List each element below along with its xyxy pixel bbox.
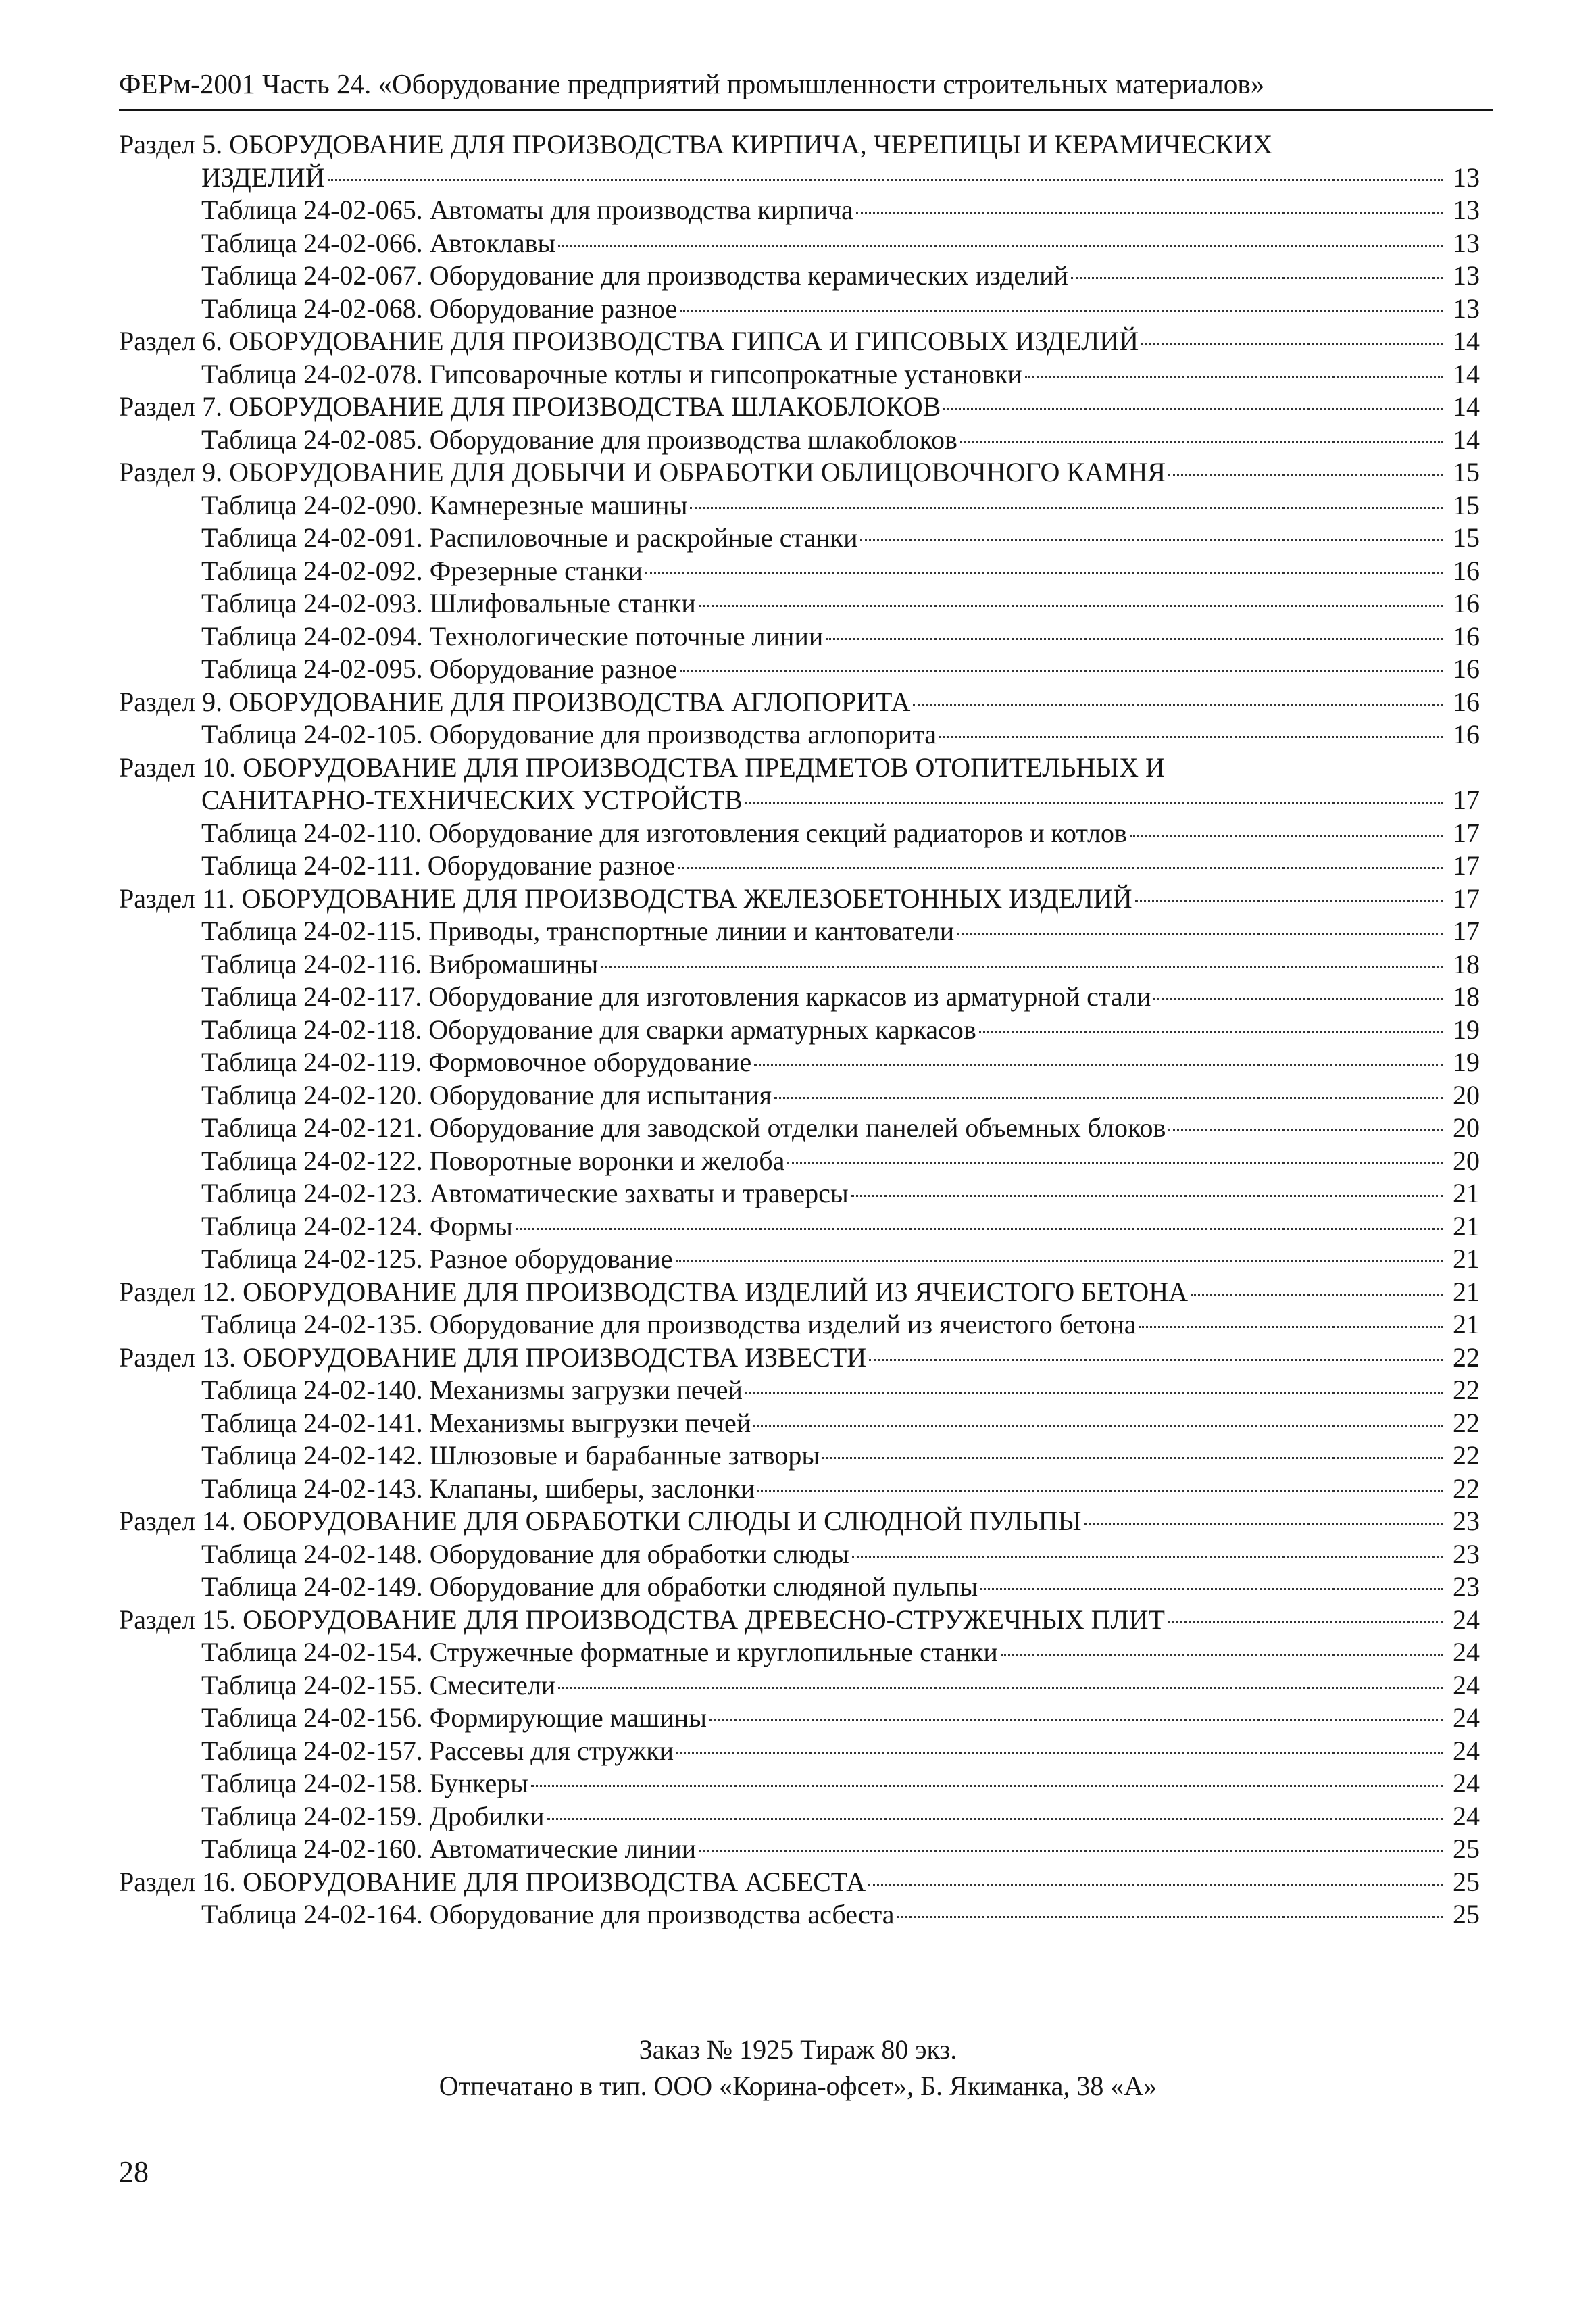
toc-page-number: 15 xyxy=(1453,522,1480,553)
toc-entry-row xyxy=(201,1407,1480,1440)
toc-entry-title: Раздел 15. ОБОРУДОВАНИЕ ДЛЯ ПРОИЗВОДСТВА ДРЕВЕСНО-СТРУЖЕЧНЫХ ПЛИТ xyxy=(119,1604,1165,1635)
toc-entry-row xyxy=(201,522,1480,555)
toc-entry-title: Таблица 24-02-149. Оборудование для обработки слюдяной пульпы xyxy=(201,1571,978,1602)
toc-table-entry xyxy=(119,653,1480,686)
toc-page-number: 24 xyxy=(1453,1800,1480,1831)
toc-entry-row xyxy=(201,948,1480,981)
dot-leader xyxy=(516,1228,1443,1230)
toc-entry-row xyxy=(201,1308,1480,1341)
toc-page-number: 16 xyxy=(1453,555,1480,586)
dot-leader xyxy=(1191,1294,1443,1296)
dot-leader xyxy=(774,1097,1443,1099)
toc-entry-title: Таблица 24-02-105. Оборудование для производства аглопорита xyxy=(201,719,937,749)
toc-entry-row xyxy=(201,1112,1480,1145)
running-header: ФЕРм-2001 Часть 24. «Оборудование предприятий промышленности строительных материалов» xyxy=(119,68,1265,99)
dot-leader xyxy=(856,212,1443,214)
toc-entry-title: Таблица 24-02-157. Рассевы для стружки xyxy=(201,1735,674,1766)
toc-entry-title: Таблица 24-02-159. Дробилки xyxy=(201,1800,545,1831)
toc-table-entry xyxy=(119,522,1480,555)
toc-entry-title-line: Раздел 10. ОБОРУДОВАНИЕ ДЛЯ ПРОИЗВОДСТВА ПРЕДМЕТОВ ОТОПИТЕЛЬНЫХ И xyxy=(119,752,1165,783)
toc-entry-title: САНИТАРНО-ТЕХНИЧЕСКИХ УСТРОЙСТВ xyxy=(201,785,743,815)
dot-leader xyxy=(645,572,1443,574)
toc-entry-row xyxy=(119,391,1480,424)
toc-page-number: 20 xyxy=(1453,1145,1480,1176)
toc-entry-title: Таблица 24-02-115. Приводы, транспортные линии и кантователи xyxy=(201,916,955,946)
toc-entry-row xyxy=(201,1735,1480,1768)
toc-entry-row xyxy=(201,1538,1480,1571)
toc-entry-row xyxy=(201,1767,1480,1800)
toc-page-number: 19 xyxy=(1453,1047,1480,1077)
toc-table-entry xyxy=(119,1473,1480,1506)
toc-entry-row xyxy=(119,325,1480,358)
toc-table-entry xyxy=(119,1702,1480,1735)
toc-section-entry xyxy=(119,1866,1480,1899)
toc-page-number: 13 xyxy=(1453,227,1480,258)
toc-entry-title: Таблица 24-02-158. Бункеры xyxy=(201,1768,529,1798)
toc-entry-row xyxy=(119,784,1480,817)
toc-entry-title: ИЗДЕЛИЙ xyxy=(201,162,325,193)
dot-leader xyxy=(960,441,1443,443)
toc-page-number: 16 xyxy=(1453,719,1480,749)
toc-page-number: 17 xyxy=(1453,817,1480,848)
toc-page-number: 25 xyxy=(1453,1899,1480,1929)
toc-entry-row xyxy=(201,227,1480,260)
header-rule xyxy=(119,109,1493,111)
toc-entry-title: Таблица 24-02-093. Шлифовальные станки xyxy=(201,588,696,618)
toc-entry-row xyxy=(201,1898,1480,1931)
toc-table-entry xyxy=(119,1833,1480,1866)
toc-section-entry xyxy=(119,686,1480,719)
toc-page-number: 21 xyxy=(1453,1244,1480,1274)
toc-table-entry xyxy=(119,1308,1480,1341)
toc-entry-title: Раздел 11. ОБОРУДОВАНИЕ ДЛЯ ПРОИЗВОДСТВА ЖЕЛЕЗОБЕТОННЫХ ИЗДЕЛИЙ xyxy=(119,883,1132,914)
dot-leader xyxy=(1135,900,1443,902)
toc-page-number: 16 xyxy=(1453,686,1480,717)
toc-page-number: 23 xyxy=(1453,1506,1480,1536)
toc-entry-row xyxy=(201,489,1480,522)
toc-table-entry xyxy=(119,718,1480,752)
toc-page-number: 22 xyxy=(1453,1341,1480,1373)
toc-page-number: 17 xyxy=(1453,883,1480,914)
toc-entry-row xyxy=(201,1800,1480,1833)
toc-page-number: 25 xyxy=(1453,1833,1480,1864)
footer-printer-line: Отпечатано в тип. ООО «Корина-офсет», Б. Якиманка, 38 «А» xyxy=(439,2071,1157,2101)
dot-leader xyxy=(680,670,1443,672)
toc-entry-row xyxy=(201,1636,1480,1669)
toc-page-number: 13 xyxy=(1453,195,1480,225)
toc-entry-title: Таблица 24-02-148. Оборудование для обработки слюды xyxy=(201,1538,849,1569)
toc-table-entry xyxy=(119,1538,1480,1571)
dot-leader xyxy=(1168,1621,1443,1623)
toc-page-number: 14 xyxy=(1453,391,1480,422)
toc-page-number: 24 xyxy=(1453,1669,1480,1700)
dot-leader xyxy=(709,1719,1443,1721)
toc-entry-row xyxy=(119,1341,1480,1375)
toc-page-number: 24 xyxy=(1453,1768,1480,1798)
toc-entry-title: Таблица 24-02-120. Оборудование для испытания xyxy=(201,1079,772,1110)
toc-table-entry xyxy=(119,1898,1480,1931)
toc-entry-row xyxy=(201,850,1480,883)
toc-page-number: 15 xyxy=(1453,489,1480,520)
toc-entry-row xyxy=(119,883,1480,916)
dot-leader xyxy=(745,802,1443,804)
toc-page-number: 21 xyxy=(1453,1309,1480,1339)
dot-leader xyxy=(1001,1654,1443,1656)
toc-page-number: 19 xyxy=(1453,1014,1480,1045)
toc-table-entry xyxy=(119,489,1480,522)
dot-leader xyxy=(1168,474,1443,476)
toc-entry-title: Таблица 24-02-154. Стружечные форматные и круглопильные станки xyxy=(201,1637,998,1667)
toc-entry-row xyxy=(201,1833,1480,1866)
toc-page-number: 20 xyxy=(1453,1079,1480,1110)
dot-leader xyxy=(558,245,1443,247)
toc-page-number: 24 xyxy=(1453,1702,1480,1733)
toc-page-number: 17 xyxy=(1453,785,1480,815)
toc-page-number: 13 xyxy=(1453,260,1480,291)
toc-entry-title: Таблица 24-02-066. Автоклавы xyxy=(201,227,556,258)
toc-entry-row xyxy=(201,1210,1480,1244)
dot-leader xyxy=(754,1064,1443,1066)
toc-entry-title: Таблица 24-02-124. Формы xyxy=(201,1210,513,1241)
toc-table-entry xyxy=(119,1767,1480,1800)
toc-page-number: 24 xyxy=(1453,1604,1480,1635)
dot-leader xyxy=(678,867,1443,869)
dot-leader xyxy=(980,1588,1443,1590)
toc-section-entry xyxy=(119,325,1480,358)
toc-entry-row xyxy=(201,1145,1480,1178)
toc-entry-title: Таблица 24-02-122. Поворотные воронки и желоба xyxy=(201,1145,785,1176)
toc-entry-title: Таблица 24-02-065. Автоматы для производства кирпича xyxy=(201,195,853,225)
toc-page-number: 17 xyxy=(1453,850,1480,881)
toc-page-number: 20 xyxy=(1453,1112,1480,1143)
toc-table-entry xyxy=(119,948,1480,981)
toc-entry-row xyxy=(201,260,1480,293)
toc-table-entry xyxy=(119,1439,1480,1473)
toc-entry-title: Таблица 24-02-119. Формовочное оборудование xyxy=(201,1047,752,1077)
toc-entry-row xyxy=(119,1866,1480,1899)
toc-section-entry xyxy=(119,391,1480,424)
toc-page-number: 22 xyxy=(1453,1473,1480,1504)
dot-leader xyxy=(957,933,1443,935)
toc-entry-title: Таблица 24-02-111. Оборудование разное xyxy=(201,850,676,881)
toc-page-number: 16 xyxy=(1453,654,1480,684)
dot-leader xyxy=(939,736,1443,738)
dot-leader xyxy=(699,605,1443,607)
dot-leader xyxy=(558,1687,1443,1689)
toc-entry-row xyxy=(201,293,1480,326)
toc-entry-title: Таблица 24-02-141. Механизмы выгрузки печей xyxy=(201,1407,751,1438)
toc-entry-title: Таблица 24-02-125. Разное оборудование xyxy=(201,1244,673,1274)
toc-section-entry xyxy=(119,1341,1480,1375)
toc-entry-row xyxy=(201,1702,1480,1735)
toc-table-entry xyxy=(119,260,1480,293)
toc-entry-row xyxy=(119,1505,1480,1538)
toc-entry-title: Таблица 24-02-067. Оборудование для производства керамических изделий xyxy=(201,260,1068,291)
toc-entry-row xyxy=(201,620,1480,654)
dot-leader xyxy=(1130,835,1443,837)
toc-entry-row xyxy=(201,653,1480,686)
table-of-contents xyxy=(119,128,1480,1931)
dot-leader xyxy=(1139,1326,1443,1328)
toc-page-number: 22 xyxy=(1453,1440,1480,1471)
toc-page-number: 22 xyxy=(1453,1375,1480,1405)
toc-entry-title: Таблица 24-02-121. Оборудование для заводской отделки панелей объемных блоков xyxy=(201,1112,1166,1143)
dot-leader xyxy=(745,1392,1443,1394)
toc-table-entry xyxy=(119,817,1480,850)
toc-entry-title: Таблица 24-02-110. Оборудование для изготовления секций радиаторов и котлов xyxy=(201,817,1127,848)
toc-entry-title: Раздел 9. ОБОРУДОВАНИЕ ДЛЯ ПРОИЗВОДСТВА АГЛОПОРИТА xyxy=(119,686,911,717)
toc-entry-row xyxy=(201,915,1480,948)
toc-entry-row xyxy=(201,1177,1480,1210)
toc-entry-title: Таблица 24-02-095. Оборудование разное xyxy=(201,654,678,684)
dot-leader xyxy=(1141,343,1443,345)
toc-entry-title: Таблица 24-02-091. Распиловочные и раскройные станки xyxy=(201,522,858,553)
toc-entry-title: Таблица 24-02-160. Автоматические линии xyxy=(201,1833,697,1864)
dot-leader xyxy=(868,1884,1443,1886)
dot-leader xyxy=(787,1162,1443,1164)
dot-leader xyxy=(869,1359,1443,1361)
toc-table-entry xyxy=(119,1046,1480,1079)
dot-leader xyxy=(676,1260,1444,1262)
dot-leader xyxy=(943,408,1443,410)
toc-entry-title-line: Раздел 5. ОБОРУДОВАНИЕ ДЛЯ ПРОИЗВОДСТВА КИРПИЧА, ЧЕРЕПИЦЫ И КЕРАМИЧЕСКИХ xyxy=(119,129,1273,159)
toc-entry-title: Таблица 24-02-142. Шлюзовые и барабанные затворы xyxy=(201,1440,820,1471)
toc-entry-title: Таблица 24-02-092. Фрезерные станки xyxy=(201,555,643,586)
toc-table-entry xyxy=(119,293,1480,326)
toc-page-number: 13 xyxy=(1453,162,1480,193)
dot-leader xyxy=(690,507,1443,509)
toc-entry-row xyxy=(201,1439,1480,1473)
toc-entry-row xyxy=(201,555,1480,588)
toc-table-entry xyxy=(119,1669,1480,1702)
toc-entry-title: Таблица 24-02-116. Вибромашины xyxy=(201,948,599,979)
toc-entry-row xyxy=(201,718,1480,752)
toc-table-entry xyxy=(119,1243,1480,1276)
toc-entry-title: Раздел 6. ОБОРУДОВАНИЕ ДЛЯ ПРОИЗВОДСТВА ГИПСА И ГИПСОВЫХ ИЗДЕЛИЙ xyxy=(119,326,1139,356)
toc-entry-title: Таблица 24-02-156. Формирующие машины xyxy=(201,1702,707,1733)
toc-entry-row xyxy=(201,1079,1480,1112)
toc-entry-title: Таблица 24-02-090. Камнерезные машины xyxy=(201,489,688,520)
toc-table-entry xyxy=(119,1177,1480,1210)
toc-table-entry xyxy=(119,1145,1480,1178)
toc-section-entry xyxy=(119,883,1480,916)
toc-section-entry xyxy=(119,128,1480,194)
toc-entry-row xyxy=(201,1374,1480,1407)
toc-page-number: 14 xyxy=(1453,358,1480,389)
dot-leader xyxy=(601,966,1443,968)
toc-entry-row xyxy=(201,424,1480,457)
toc-entry-row xyxy=(201,194,1480,227)
toc-table-entry xyxy=(119,620,1480,654)
toc-entry-row xyxy=(201,1014,1480,1047)
toc-table-entry xyxy=(119,587,1480,620)
toc-entry-row xyxy=(119,162,1480,195)
toc-entry-title: Таблица 24-02-078. Гипсоварочные котлы и гипсопрокатные установки xyxy=(201,358,1022,389)
toc-entry-title: Раздел 7. ОБОРУДОВАНИЕ ДЛЯ ПРОИЗВОДСТВА ШЛАКОБЛОКОВ xyxy=(119,391,941,422)
toc-entry-row xyxy=(201,817,1480,850)
dot-leader xyxy=(328,179,1443,181)
toc-entry-title: Таблица 24-02-118. Оборудование для сварки арматурных каркасов xyxy=(201,1014,976,1045)
toc-table-entry xyxy=(119,1014,1480,1047)
toc-entry-title: Таблица 24-02-068. Оборудование разное xyxy=(201,293,678,324)
toc-page-number: 21 xyxy=(1453,1276,1480,1307)
dot-leader xyxy=(547,1818,1443,1820)
toc-entry-row xyxy=(201,1669,1480,1702)
toc-table-entry xyxy=(119,1374,1480,1407)
toc-page-number: 14 xyxy=(1453,326,1480,356)
dot-leader xyxy=(757,1490,1443,1492)
dot-leader xyxy=(851,1195,1443,1197)
toc-entry-row xyxy=(201,981,1480,1014)
toc-page-number: 23 xyxy=(1453,1538,1480,1569)
toc-table-entry xyxy=(119,555,1480,588)
dot-leader xyxy=(860,539,1443,541)
toc-entry-title: Таблица 24-02-117. Оборудование для изготовления каркасов из арматурной стали xyxy=(201,981,1151,1012)
toc-entry-title: Таблица 24-02-164. Оборудование для производства асбеста xyxy=(201,1899,895,1929)
toc-entry-row xyxy=(119,456,1480,489)
dot-leader xyxy=(913,704,1443,706)
dot-leader xyxy=(897,1916,1443,1918)
toc-entry-row xyxy=(119,686,1480,719)
toc-table-entry xyxy=(119,194,1480,227)
toc-table-entry xyxy=(119,1112,1480,1145)
dot-leader xyxy=(1084,1523,1443,1525)
toc-entry-title: Раздел 12. ОБОРУДОВАНИЕ ДЛЯ ПРОИЗВОДСТВА ИЗДЕЛИЙ ИЗ ЯЧЕИСТОГО БЕТОНА xyxy=(119,1276,1189,1307)
toc-table-entry xyxy=(119,1407,1480,1440)
toc-page-number: 16 xyxy=(1453,620,1480,651)
toc-page-number: 21 xyxy=(1453,1178,1480,1208)
toc-entry-title: Раздел 13. ОБОРУДОВАНИЕ ДЛЯ ПРОИЗВОДСТВА ИЗВЕСТИ xyxy=(119,1341,867,1373)
toc-entry-title: Таблица 24-02-140. Механизмы загрузки печей xyxy=(201,1375,743,1405)
toc-entry-title: Таблица 24-02-155. Смесители xyxy=(201,1669,556,1700)
toc-entry-title: Таблица 24-02-085. Оборудование для производства шлакоблоков xyxy=(201,424,957,455)
dot-leader xyxy=(699,1850,1443,1852)
dot-leader xyxy=(979,1031,1443,1033)
toc-page-number: 21 xyxy=(1453,1210,1480,1241)
toc-table-entry xyxy=(119,1079,1480,1112)
toc-entry-row xyxy=(201,1571,1480,1604)
toc-page-number: 23 xyxy=(1453,1571,1480,1602)
toc-table-entry xyxy=(119,1735,1480,1768)
dot-leader xyxy=(676,1752,1443,1754)
dot-leader xyxy=(822,1457,1443,1459)
toc-table-entry xyxy=(119,850,1480,883)
toc-entry-row xyxy=(119,1604,1480,1637)
dot-leader xyxy=(753,1425,1443,1427)
toc-section-entry xyxy=(119,752,1480,817)
footer-order-line: Заказ № 1925 Тираж 80 экз. xyxy=(639,2034,957,2065)
toc-table-entry xyxy=(119,1571,1480,1604)
toc-page-number: 24 xyxy=(1453,1637,1480,1667)
toc-page-number: 14 xyxy=(1453,424,1480,455)
toc-entry-title: Таблица 24-02-123. Автоматические захваты и траверсы xyxy=(201,1178,849,1208)
toc-entry-title: Таблица 24-02-143. Клапаны, шиберы, заслонки xyxy=(201,1473,755,1504)
toc-entry-row xyxy=(201,1473,1480,1506)
toc-section-entry xyxy=(119,1505,1480,1538)
toc-section-entry xyxy=(119,1276,1480,1309)
dot-leader xyxy=(1153,998,1443,1000)
toc-table-entry xyxy=(119,358,1480,391)
dot-leader xyxy=(826,638,1443,640)
dot-leader xyxy=(1025,376,1443,378)
toc-page-number: 22 xyxy=(1453,1407,1480,1438)
toc-table-entry xyxy=(119,227,1480,260)
toc-page-number: 18 xyxy=(1453,981,1480,1012)
toc-entry-title: Таблица 24-02-135. Оборудование для производства изделий из ячеистого бетона xyxy=(201,1309,1137,1339)
toc-page-number: 18 xyxy=(1453,948,1480,979)
page-number: 28 xyxy=(119,2155,149,2188)
toc-entry-title: Раздел 16. ОБОРУДОВАНИЕ ДЛЯ ПРОИЗВОДСТВА АСБЕСТА xyxy=(119,1866,866,1897)
toc-table-entry xyxy=(119,1800,1480,1833)
toc-page-number: 15 xyxy=(1453,457,1480,487)
toc-table-entry xyxy=(119,915,1480,948)
toc-page-number: 16 xyxy=(1453,588,1480,618)
toc-table-entry xyxy=(119,1210,1480,1244)
toc-entry-row xyxy=(201,587,1480,620)
dot-leader xyxy=(1071,277,1443,279)
toc-table-entry xyxy=(119,1636,1480,1669)
toc-entry-title: Раздел 9. ОБОРУДОВАНИЕ ДЛЯ ДОБЫЧИ И ОБРАБОТКИ ОБЛИЦОВОЧНОГО КАМНЯ xyxy=(119,457,1166,487)
dot-leader xyxy=(1168,1129,1443,1131)
toc-page-number: 24 xyxy=(1453,1735,1480,1766)
toc-section-entry xyxy=(119,456,1480,489)
toc-entry-row xyxy=(201,1046,1480,1079)
toc-entry-title: Таблица 24-02-094. Технологические поточные линии xyxy=(201,620,824,651)
dot-leader xyxy=(531,1785,1443,1787)
toc-section-entry xyxy=(119,1604,1480,1637)
toc-page-number: 25 xyxy=(1453,1866,1480,1897)
toc-page-number: 13 xyxy=(1453,293,1480,324)
toc-entry-row xyxy=(201,1243,1480,1276)
dot-leader xyxy=(680,310,1443,312)
toc-table-entry xyxy=(119,981,1480,1014)
toc-entry-row xyxy=(119,1276,1480,1309)
toc-page-number: 17 xyxy=(1453,916,1480,946)
toc-entry-title: Раздел 14. ОБОРУДОВАНИЕ ДЛЯ ОБРАБОТКИ СЛЮДЫ И СЛЮДНОЙ ПУЛЬПЫ xyxy=(119,1506,1082,1536)
toc-table-entry xyxy=(119,424,1480,457)
dot-leader xyxy=(852,1556,1443,1558)
toc-entry-row xyxy=(201,358,1480,391)
